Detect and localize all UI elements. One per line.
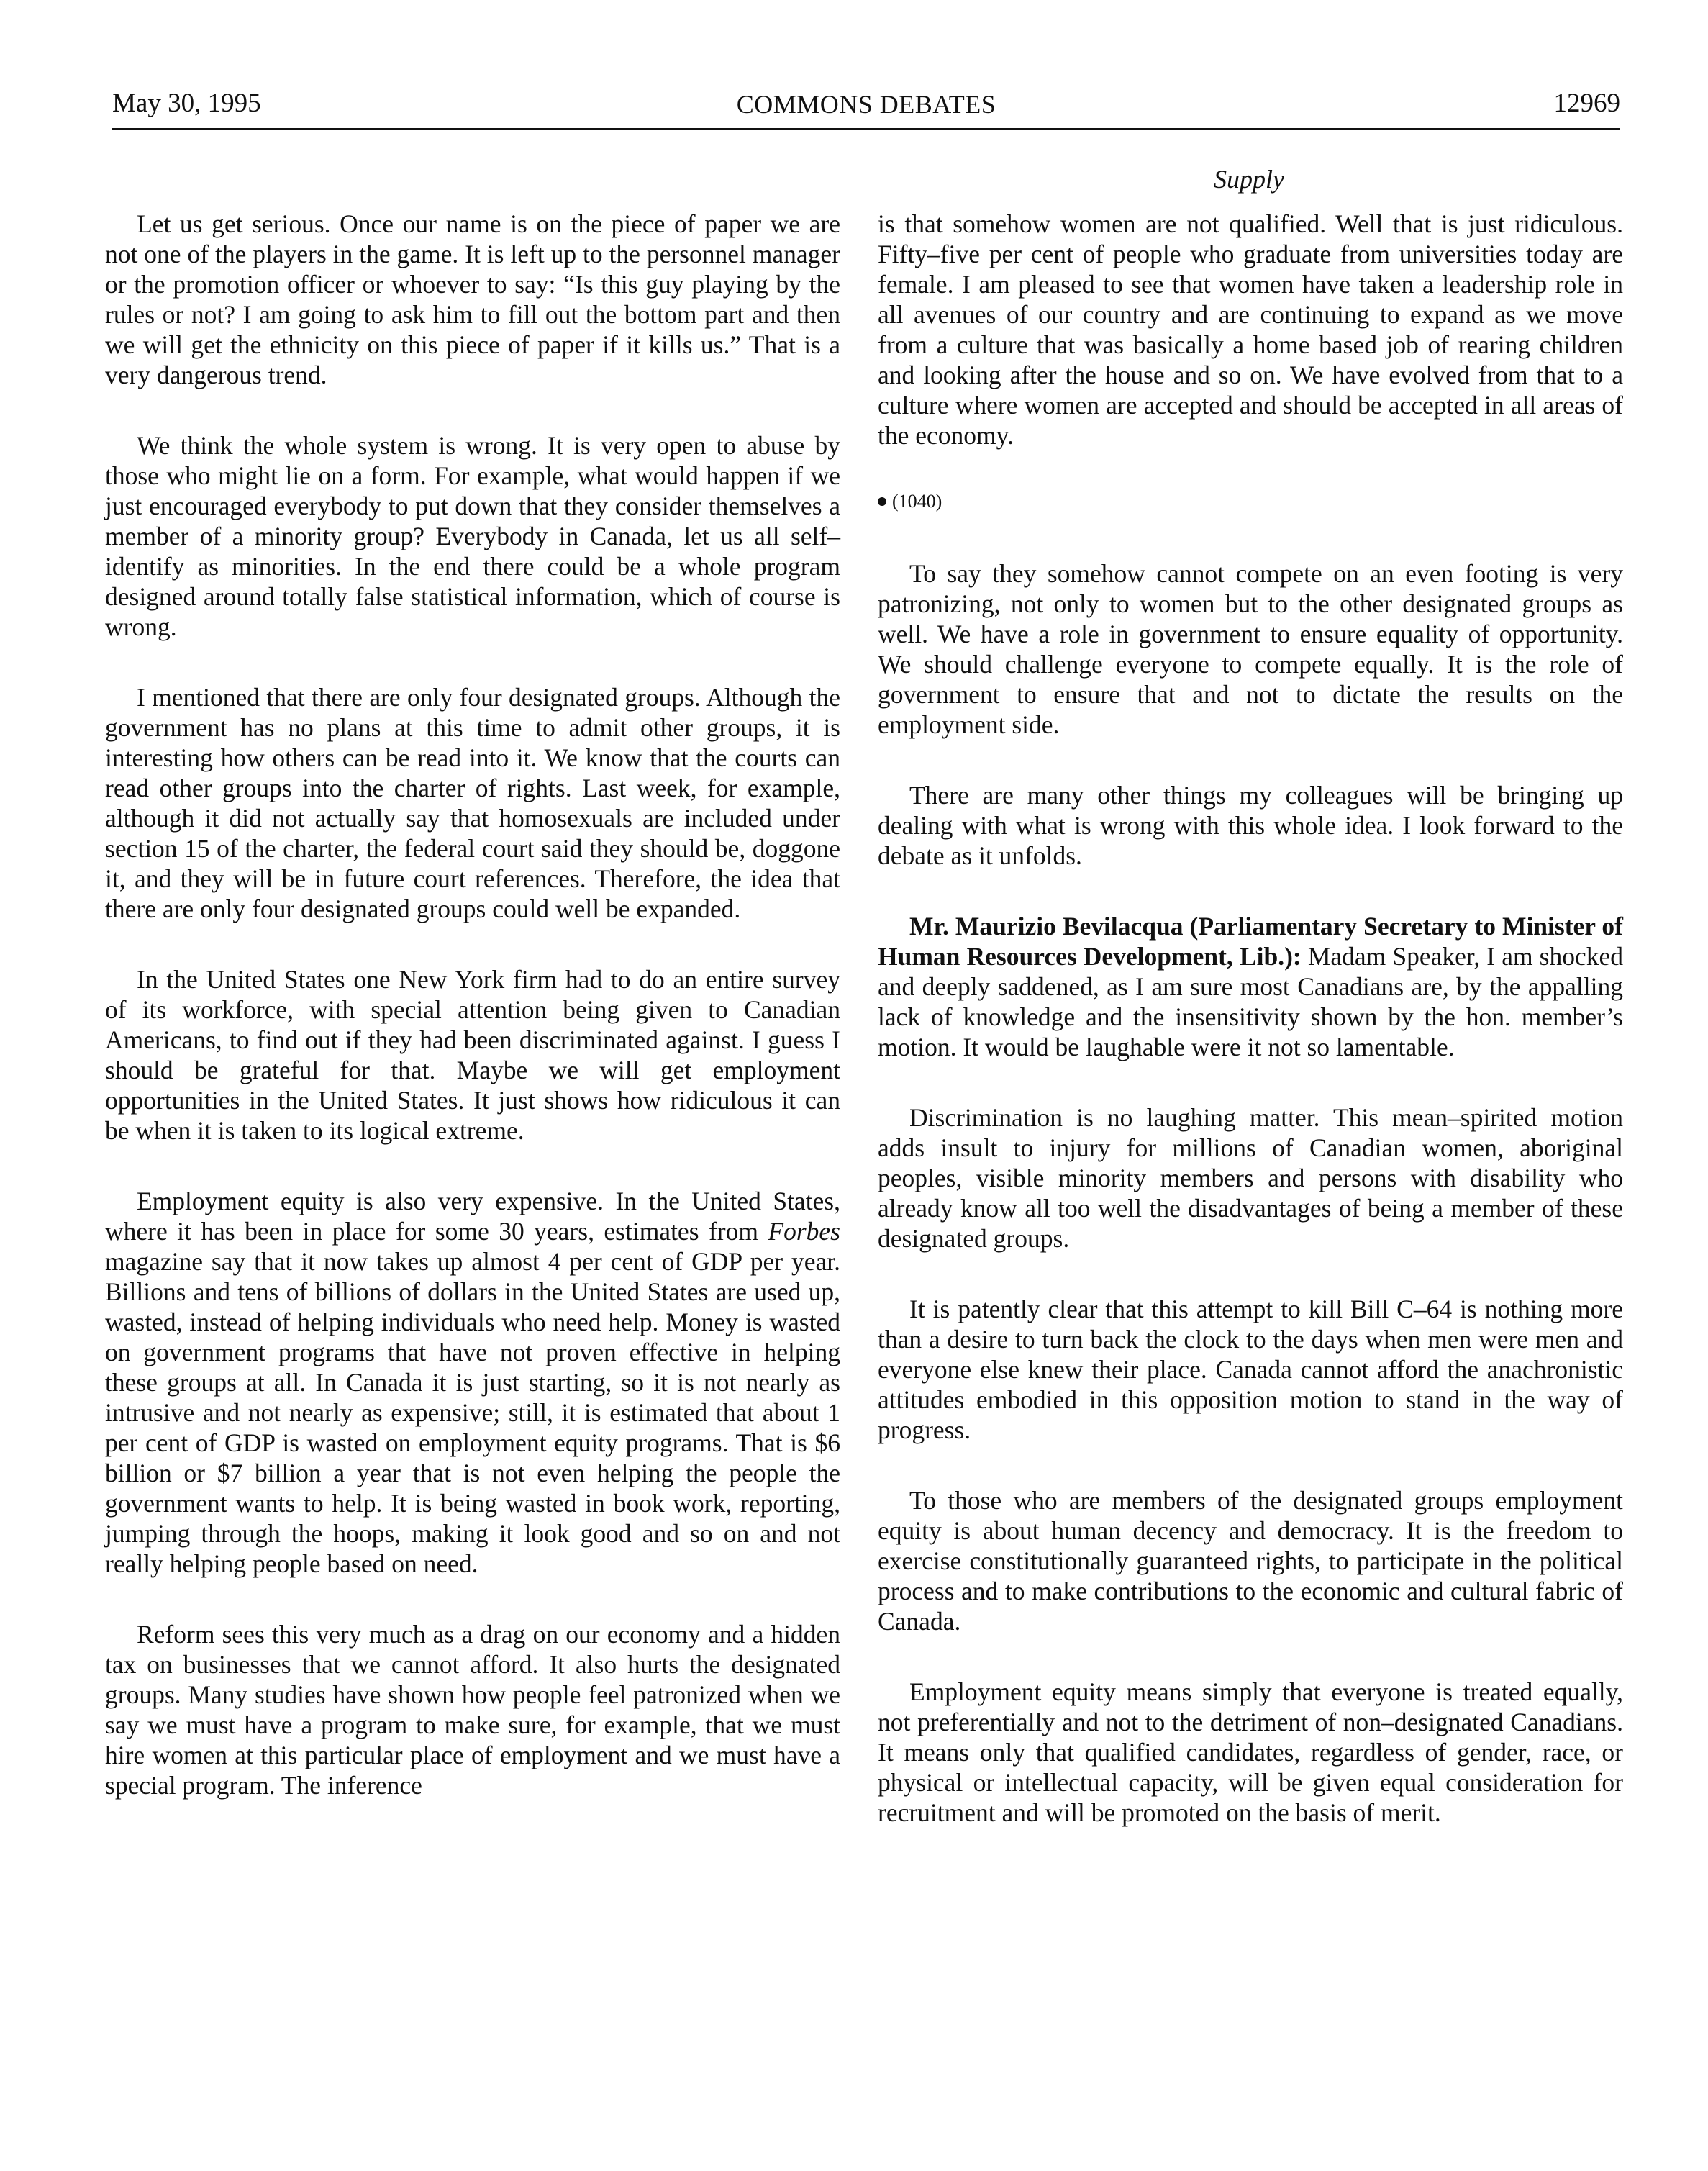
right-paragraph-3: There are many other things my colleagues will be bringing up dealing with what is wrong with this whole idea. I look forward to the debate as it unfolds. bbox=[878, 781, 1623, 870]
right-paragraph-6: It is patently clear that this attempt to kill Bill C–64 is nothing more than a desire to turn back the clock to the days when men were men and everyone else knew their place. Canada cannot afford the anachronistic attitudes embodied in this opposition motion to stand in the way of progress. bbox=[878, 1295, 1623, 1444]
header-date: May 30, 1995 bbox=[112, 89, 261, 118]
left-paragraph-5-end: magazine say that it now takes up almost 4 per cent of GDP per year. Billions and tens of billions of dollars in the United States are used up, wasted, instead of helping individuals who need help. Money is wasted on government programs that have not proven effective in helping these groups at all. In Canada it is just starting, so it is not nearly as intrusive and not nearly as expensive; still, it is estimated that about 1 per cent of GDP is wasted on employment equity programs. That is $6 billion or $7 billion a year that is not even helping the people the government wants to help. It is being wasted in book work, reporting, jumping through the hoops, making it look good and so on and not really helping people based on need. bbox=[105, 1247, 840, 1578]
right-paragraph-speaker bbox=[878, 911, 1623, 1062]
timestamp-marker bbox=[878, 491, 1623, 512]
right-paragraph-5: Discrimination is no laughing matter. This mean–spirited motion adds insult to injury for millions of Canadian women, aboriginal peoples, visible minority members and persons with disability who already know all too well the disadvantages of being a member of these designated groups. bbox=[878, 1103, 1623, 1253]
left-paragraph-6: Reform sees this very much as a drag on our economy and a hidden tax on businesses that we cannot afford. It also hurts the designated groups. Many studies have shown how people feel patronized when we say we must have a program to make sure, for example, that we must hire women at this particular place of employment and we must have a special program. The inference bbox=[105, 1620, 840, 1800]
left-paragraph-4: In the United States one New York firm had to do an entire survey of its workforce, with special attention being given to Canadian Americans, to find out if they had been discriminated against. I guess I should be grateful for that. Maybe we will get employment opportunities in the United States. It just shows how ridiculous it can be when it is taken to its logical extreme. bbox=[105, 965, 840, 1145]
bullet-icon bbox=[878, 497, 886, 506]
left-column bbox=[105, 209, 840, 1841]
right-paragraph-2: To say they somehow cannot compete on an even footing is very patronizing, not only to women but to the other designated groups as well. We have a role in government to ensure equality of opportunity. We should challenge everyone to compete equally. It is the role of government to ensure that and not to dictate the results on the employment side. bbox=[878, 559, 1623, 739]
left-paragraph-5-start: Employment equity is also very expensive. In the United States, where it has been in place for some 30 years, estimates from bbox=[105, 1187, 840, 1246]
right-paragraph-1: is that somehow women are not qualified. Well that is just ridiculous. Fifty–five per cent of people who graduate from universities today are female. I am pleased to see that women have taken a leadership role in all avenues of our country and are continuing to expand as we move from a culture that was basically a home based job of rearing children and looking after the house and so on. We have evolved from that to a culture where women are accepted and should be accepted in all areas of the economy. bbox=[878, 209, 1623, 450]
right-paragraph-8: Employment equity means simply that everyone is treated equally, not preferentially and not to the detriment of non–designated Canadians. It means only that qualified candidates, regardless of gender, race, or physical or intellectual capacity, will be given equal consideration for recruitment and will be promoted on the basis of merit. bbox=[878, 1677, 1623, 1827]
right-paragraph-7: To those who are members of the designated groups employment equity is about human decency and democracy. It is the freedom to exercise constitutionally guaranteed rights, to participate in the political process and to make contributions to the economic and cultural fabric of Canada. bbox=[878, 1486, 1623, 1636]
timestamp-text: (1040) bbox=[892, 491, 942, 512]
speech-text: Madam Speaker, I am shocked and deeply saddened, as I am sure most Canadians are, by the appalling lack of knowledge and the insensitivity shown by the hon. member’s motion. It would be laughable were it not so lamentable. bbox=[878, 942, 1623, 1061]
left-paragraph-3: I mentioned that there are only four designated groups. Although the government has no plans at this time to admit other groups, it is interesting how others can be read into it. We know that the courts can read other groups into the charter of rights. Last week, for example, although it did not actually say that homosexuals are included under section 15 of the charter, the federal court said they should be, doggone it, and they will be in future court references. Therefore, the idea that there are only four designated groups could well be expanded. bbox=[105, 683, 840, 923]
header-page-number: 12969 bbox=[1553, 89, 1620, 118]
section-label: Supply bbox=[1214, 165, 1284, 194]
right-column bbox=[878, 209, 1623, 1868]
page-header bbox=[112, 88, 1620, 130]
header-publication: COMMONS DEBATES bbox=[736, 90, 996, 119]
left-paragraph-5 bbox=[105, 1186, 840, 1579]
left-paragraph-2: We think the whole system is wrong. It is very open to abuse by those who might lie on a form. For example, what would happen if we just encouraged everybody to put down that they consider themselves a member of a minority group? Everybody in Canada, let us all self–identify as minorities. In the end there could be a whole program designed around totally false statistical information, which of course is wrong. bbox=[105, 431, 840, 641]
forbes-italic: Forbes bbox=[768, 1217, 840, 1246]
speaker-name: Mr. Maurizio Bevilacqua (Parliamentary Secretary to Minister of Human Resources Development, Lib.): bbox=[878, 912, 1623, 971]
left-paragraph-1: Let us get serious. Once our name is on the piece of paper we are not one of the players in the game. It is left up to the personnel manager or the promotion officer or whoever to say: “Is this guy playing by the rules or not? I am going to ask him to fill out the bottom part and then we will get the ethnicity on this piece of paper if it kills us.” That is a very dangerous trend. bbox=[105, 209, 840, 389]
